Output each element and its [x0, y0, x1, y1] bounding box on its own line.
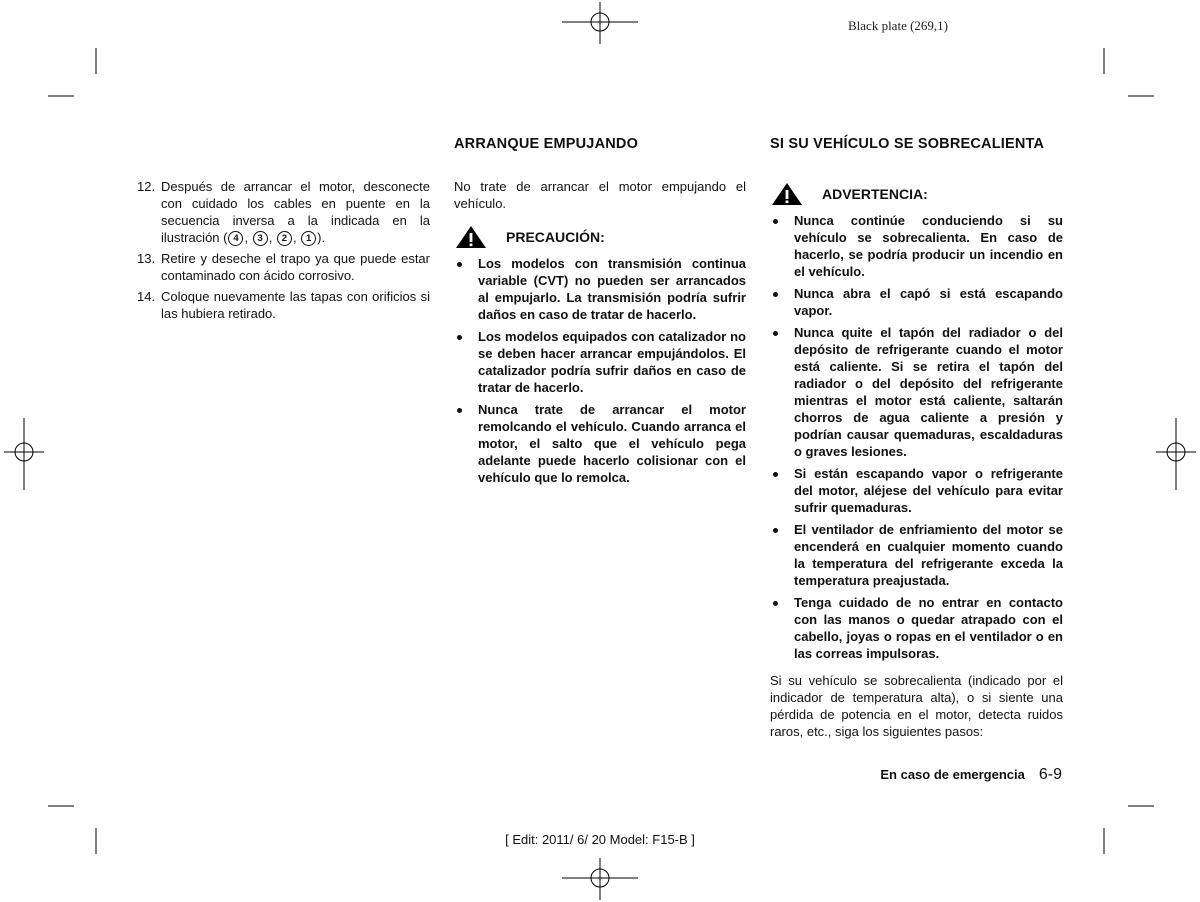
- overheat-closing-text: Si su vehículo se sobrecalienta (indicado por el indicador de temperatura alta), o si siente una pérdida de potencia en el motor, detecta ruidos raros, etc., siga los siguientes pasos:: [770, 673, 1063, 739]
- push-start-section: [454, 178, 746, 491]
- warning-triangle-icon: [454, 225, 488, 249]
- callout-1-icon: 1: [301, 231, 316, 246]
- step-text: Coloque nuevamente las tapas con orificios si las hubiera retirado.: [161, 289, 430, 322]
- step-item: [137, 178, 430, 246]
- list-item: Nunca abra el capó si está escapando vapor.: [770, 285, 1063, 319]
- push-start-intro: No trate de arrancar el motor empujando el vehículo.: [454, 179, 746, 211]
- page-number: 6-9: [1038, 766, 1062, 783]
- section-title-overheat: SI SU VEHÍCULO SE SOBRECALIENTA: [770, 136, 1045, 152]
- list-item: Los modelos con transmisión continua variable (CVT) no pueden ser arrancados al empujarlo. La transmisión podría sufrir daños en caso de tratar de hacerlo.: [454, 255, 746, 323]
- overheat-section: [770, 176, 1063, 740]
- page-footer: [880, 766, 1062, 784]
- list-item: Tenga cuidado de no entrar en contacto con las manos o quedar atrapado con el cabello, joyas o ropas en el ventilador o en las correas impulsoras.: [770, 594, 1063, 662]
- plate-label: Black plate (269,1): [848, 18, 948, 33]
- list-item: Los modelos equipados con catalizador no se deben hacer arrancar empujándolos. El catalizador podría sufrir daños en caso de tratar de hacerlo.: [454, 328, 746, 396]
- step-text: Retire y deseche el trapo ya que puede estar contaminado con ácido corrosivo.: [161, 251, 430, 284]
- caution-label: PRECAUCIÓN:: [506, 229, 605, 245]
- edit-info: [ Edit: 2011/ 6/ 20 Model: F15-B ]: [505, 832, 695, 847]
- caution-list: [454, 255, 746, 486]
- step-item: [137, 250, 430, 284]
- list-item: El ventilador de enfriamiento del motor se encenderá en cualquier momento cuando la temperatura del refrigerante exceda la temperatura preajustada.: [770, 521, 1063, 589]
- list-item: Si están escapando vapor o refrigerante del motor, aléjese del vehículo para evitar sufrir quemaduras.: [770, 465, 1063, 516]
- step-text: Después de arrancar el motor, desconecte con cuidado los cables en puente en la secuencia inversa a la indicada en la ilustración ( 4 , 3 , 2 , 1 ).: [161, 179, 430, 245]
- step-item: [137, 288, 430, 322]
- caution-header: [454, 225, 746, 249]
- warning-list: [770, 212, 1063, 662]
- warning-label: ADVERTENCIA:: [822, 186, 928, 202]
- footer-section-name: En caso de emergencia: [880, 767, 1025, 782]
- section-title-push-start: ARRANQUE EMPUJANDO: [454, 136, 639, 152]
- step-number: 12.: [137, 179, 156, 194]
- steps-list: [137, 178, 430, 326]
- list-item: Nunca trate de arrancar el motor remolcando el vehículo. Cuando arranca el motor, el salto que el vehículo pega adelante puede hacerlo colisionar con el vehículo que lo remolca.: [454, 401, 746, 486]
- callout-2-icon: 2: [277, 231, 292, 246]
- step-number: 14.: [137, 289, 156, 305]
- warning-header: [770, 182, 1063, 206]
- step-number: 13.: [137, 251, 156, 267]
- list-item: Nunca quite el tapón del radiador o del depósito de refrigerante cuando el motor está caliente. Si se retira el tapón del radiador o del depósito del refrigerante mientras el motor está caliente, saltarán chorros de agua caliente a presión y podrían causar quemaduras, escaldaduras o graves lesiones.: [770, 324, 1063, 460]
- callout-4-icon: 4: [228, 231, 243, 246]
- warning-triangle-icon: [770, 182, 804, 206]
- callout-3-icon: 3: [253, 231, 268, 246]
- list-item: Nunca continúe conduciendo si su vehículo se sobrecalienta. En caso de hacerlo, se podría producir un incendio en el vehículo.: [770, 212, 1063, 280]
